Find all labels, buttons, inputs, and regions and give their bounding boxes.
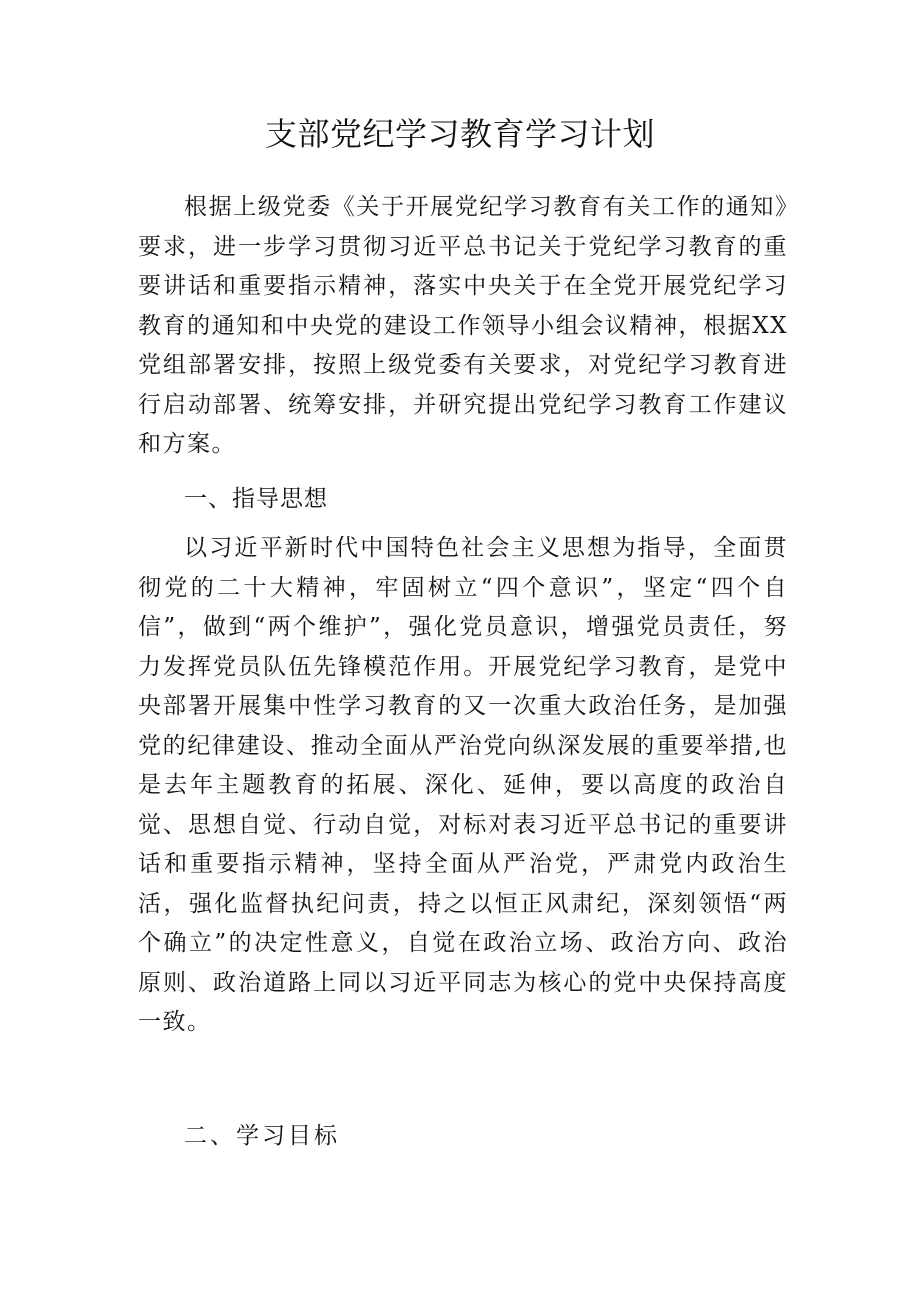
document-title: 支部党纪学习教育学习计划 bbox=[264, 115, 655, 153]
section-heading-learning-goals: 二、学习目标 bbox=[184, 1123, 340, 1149]
guiding-thought-paragraph: 以习近平新时代中国特色社会主义思想为指导，全面贯彻党的二十大精神，牢固树立“四个意识”，坚定“四个自信”，做到“两个维护”，强化党员意识，增强党员责任，努力发挥党员队伍先锋模范作用。开展党纪学习教育，是党中央部署开展集中性学习教育的又一次重大政治任务，是加强党的纪律建设、推动全面从严治党向纵深发展的重要举措,也是去年主题教育的拓展、深化、延伸，要以高度的政治自觉、思想自觉、行动自觉，对标对表习近平总书记的重要讲话和重要指示精神，坚持全面从严治党，严肃党内政治生活，强化监督执纪问责，持之以恒正风肃纪，深刻领悟“两个确立”的决定性意义，自觉在政治立场、政治方向、政治原则、政治道路上同以习近平同志为核心的党中央保持高度一致。 bbox=[138, 535, 788, 1035]
section-heading-guiding-thought: 一、指导思想 bbox=[184, 486, 328, 512]
intro-paragraph: 根据上级党委《关于开展党纪学习教育有关工作的通知》要求，进一步学习贯彻习近平总书记关于党纪学习教育的重要讲话和重要指示精神，落实中央关于在全党开展党纪学习教育的通知和中央党的建设工作领导小组会议精神，根据XX党组部署安排，按照上级党委有关要求，对党纪学习教育进行启动部署、统筹安排，并研究提出党纪学习教育工作建议和方案。 bbox=[138, 194, 788, 457]
